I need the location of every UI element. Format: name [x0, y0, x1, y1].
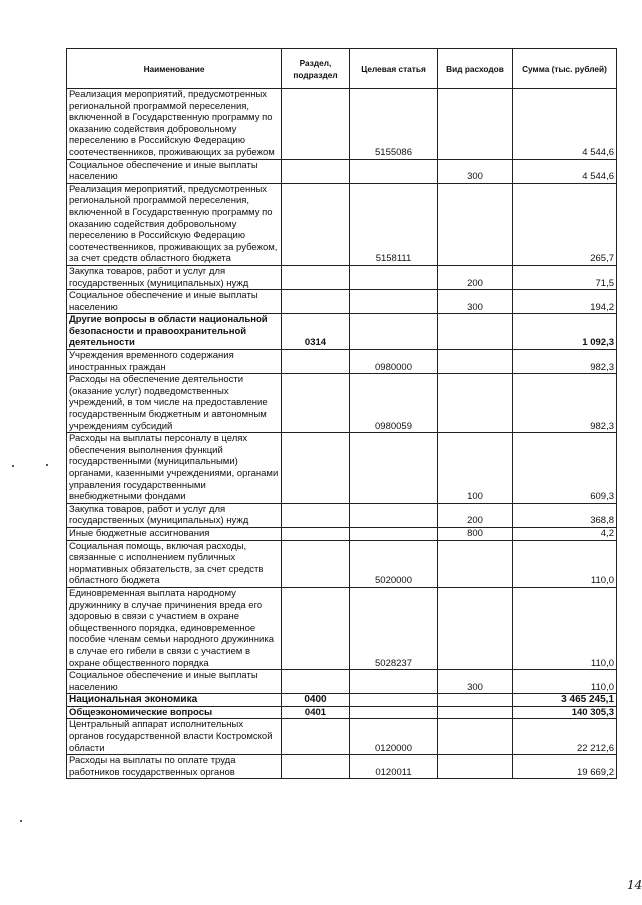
- row-sum-cell: 609,3: [513, 433, 617, 504]
- row-name-cell: Закупка товаров, работ и услуг для государственных (муниципальных) нужд: [67, 503, 282, 527]
- header-name: Наименование: [67, 49, 282, 89]
- row-name-cell: Реализация мероприятий, предусмотренных региональной программой переселения, включенной в Государственную программу по оказанию содействия добровольному переселению в Российскую Федерацию соотечественников, проживающих за рубежом: [67, 89, 282, 160]
- table-row: [67, 670, 617, 694]
- row-sum-cell: 4 544,6: [513, 159, 617, 183]
- row-sum-cell: 368,8: [513, 503, 617, 527]
- row-target-cell: [350, 265, 438, 289]
- row-type-cell: 200: [438, 265, 513, 289]
- row-section-cell: [282, 265, 350, 289]
- table-row: [67, 350, 617, 374]
- row-section-cell: [282, 290, 350, 314]
- row-name-cell: Единовременная выплата народному дружиннику в случае причинения вреда его здоровью в связи с участием в охране общественного порядка, единовременное пособие членам семьи народного дружинника в случае его гибели в связи с участием в охране общественного порядка: [67, 587, 282, 669]
- row-type-cell: [438, 89, 513, 160]
- row-target-cell: [350, 503, 438, 527]
- row-type-cell: 300: [438, 159, 513, 183]
- row-section-cell: [282, 159, 350, 183]
- row-name-cell: Расходы на обеспечение деятельности (оказание услуг) подведомственных учреждений, в том числе на предоставление государственным бюджетным и автономным учреждениям субсидий: [67, 374, 282, 433]
- row-sum-cell: 110,0: [513, 587, 617, 669]
- table-row: [67, 719, 617, 755]
- row-section-cell: 0401: [282, 706, 350, 719]
- row-type-cell: 100: [438, 433, 513, 504]
- table-row: [67, 159, 617, 183]
- row-target-cell: [350, 159, 438, 183]
- row-section-cell: [282, 374, 350, 433]
- row-target-cell: [350, 433, 438, 504]
- row-name-cell: Реализация мероприятий, предусмотренных региональной программой переселения, включенной в Государственную программу по оказанию содействия добровольному переселению в Российскую Федерацию соотечественников, проживающих за рубежом, за счет средств областного бюджета: [67, 183, 282, 265]
- row-name-cell: Другие вопросы в области национальной безопасности и правоохранительной деятельности: [67, 314, 282, 350]
- scan-dot: [20, 820, 22, 822]
- row-sum-cell: 140 305,3: [513, 706, 617, 719]
- row-name-cell: Закупка товаров, работ и услуг для государственных (муниципальных) нужд: [67, 265, 282, 289]
- header-type: Вид расходов: [438, 49, 513, 89]
- row-type-cell: 200: [438, 503, 513, 527]
- row-target-cell: [350, 314, 438, 350]
- row-name-cell: Социальная помощь, включая расходы, связанные с исполнением публичных нормативных обязательств, за счет средств областного бюджета: [67, 540, 282, 587]
- row-type-cell: [438, 587, 513, 669]
- scan-dot: [46, 464, 48, 466]
- row-target-cell: 0980000: [350, 350, 438, 374]
- table-row: [67, 89, 617, 160]
- table-row: [67, 374, 617, 433]
- row-name-cell: Иные бюджетные ассигнования: [67, 527, 282, 540]
- row-type-cell: [438, 314, 513, 350]
- row-name-cell: Социальное обеспечение и иные выплаты населению: [67, 290, 282, 314]
- row-sum-cell: 22 212,6: [513, 719, 617, 755]
- header-sum: Сумма (тыс. рублей): [513, 49, 617, 89]
- row-target-cell: 5028237: [350, 587, 438, 669]
- table-row: [67, 527, 617, 540]
- table-row: [67, 314, 617, 350]
- row-type-cell: 300: [438, 290, 513, 314]
- row-name-cell: Социальное обеспечение и иные выплаты населению: [67, 159, 282, 183]
- row-target-cell: 5158111: [350, 183, 438, 265]
- row-section-cell: [282, 183, 350, 265]
- row-section-cell: [282, 433, 350, 504]
- row-section-cell: [282, 503, 350, 527]
- scan-dot: [12, 465, 14, 467]
- row-section-cell: [282, 719, 350, 755]
- row-type-cell: [438, 719, 513, 755]
- row-type-cell: [438, 706, 513, 719]
- row-name-cell: Учреждения временного содержания иностранных граждан: [67, 350, 282, 374]
- row-type-cell: [438, 540, 513, 587]
- row-sum-cell: 4,2: [513, 527, 617, 540]
- row-type-cell: [438, 374, 513, 433]
- row-target-cell: [350, 706, 438, 719]
- row-name-cell: Расходы на выплаты по оплате труда работников государственных органов: [67, 755, 282, 779]
- page-number: 14: [627, 878, 642, 892]
- header-section: Раздел, подраздел: [282, 49, 350, 89]
- row-type-cell: 300: [438, 670, 513, 694]
- row-type-cell: [438, 755, 513, 779]
- table-row: [67, 265, 617, 289]
- header-row: [67, 49, 617, 89]
- table-row: [67, 433, 617, 504]
- row-section-cell: [282, 670, 350, 694]
- row-sum-cell: 3 465 245,1: [513, 694, 617, 707]
- row-sum-cell: 110,0: [513, 540, 617, 587]
- row-name-cell: Национальная экономика: [67, 694, 282, 707]
- row-name-cell: Расходы на выплаты персоналу в целях обеспечения выполнения функций государственными (муниципальными) органами, казенными учреждениями, органами управления государственными внебюджетными фондами: [67, 433, 282, 504]
- table-row: [67, 706, 617, 719]
- row-sum-cell: 19 669,2: [513, 755, 617, 779]
- row-target-cell: 5155086: [350, 89, 438, 160]
- row-target-cell: 5020000: [350, 540, 438, 587]
- row-sum-cell: 4 544,6: [513, 89, 617, 160]
- row-section-cell: [282, 527, 350, 540]
- row-name-cell: Социальное обеспечение и иные выплаты населению: [67, 670, 282, 694]
- row-sum-cell: 265,7: [513, 183, 617, 265]
- header-target: Целевая статья: [350, 49, 438, 89]
- row-sum-cell: 982,3: [513, 374, 617, 433]
- row-target-cell: [350, 670, 438, 694]
- row-type-cell: 800: [438, 527, 513, 540]
- table-row: [67, 503, 617, 527]
- row-name-cell: Общеэкономические вопросы: [67, 706, 282, 719]
- budget-table: [66, 48, 617, 779]
- row-target-cell: 0120000: [350, 719, 438, 755]
- row-type-cell: [438, 183, 513, 265]
- row-sum-cell: 110,0: [513, 670, 617, 694]
- table-row: [67, 694, 617, 707]
- table-row: [67, 755, 617, 779]
- row-target-cell: [350, 694, 438, 707]
- row-type-cell: [438, 350, 513, 374]
- row-section-cell: 0314: [282, 314, 350, 350]
- table-row: [67, 183, 617, 265]
- table-row: [67, 587, 617, 669]
- row-section-cell: [282, 587, 350, 669]
- row-target-cell: [350, 290, 438, 314]
- row-section-cell: [282, 755, 350, 779]
- row-sum-cell: 1 092,3: [513, 314, 617, 350]
- row-section-cell: [282, 350, 350, 374]
- row-section-cell: [282, 89, 350, 160]
- row-name-cell: Центральный аппарат исполнительных органов государственной власти Костромской области: [67, 719, 282, 755]
- row-target-cell: 0980059: [350, 374, 438, 433]
- row-section-cell: 0400: [282, 694, 350, 707]
- row-type-cell: [438, 694, 513, 707]
- row-target-cell: [350, 527, 438, 540]
- row-sum-cell: 71,5: [513, 265, 617, 289]
- row-target-cell: 0120011: [350, 755, 438, 779]
- table-row: [67, 540, 617, 587]
- table-row: [67, 290, 617, 314]
- row-sum-cell: 982,3: [513, 350, 617, 374]
- row-section-cell: [282, 540, 350, 587]
- row-sum-cell: 194,2: [513, 290, 617, 314]
